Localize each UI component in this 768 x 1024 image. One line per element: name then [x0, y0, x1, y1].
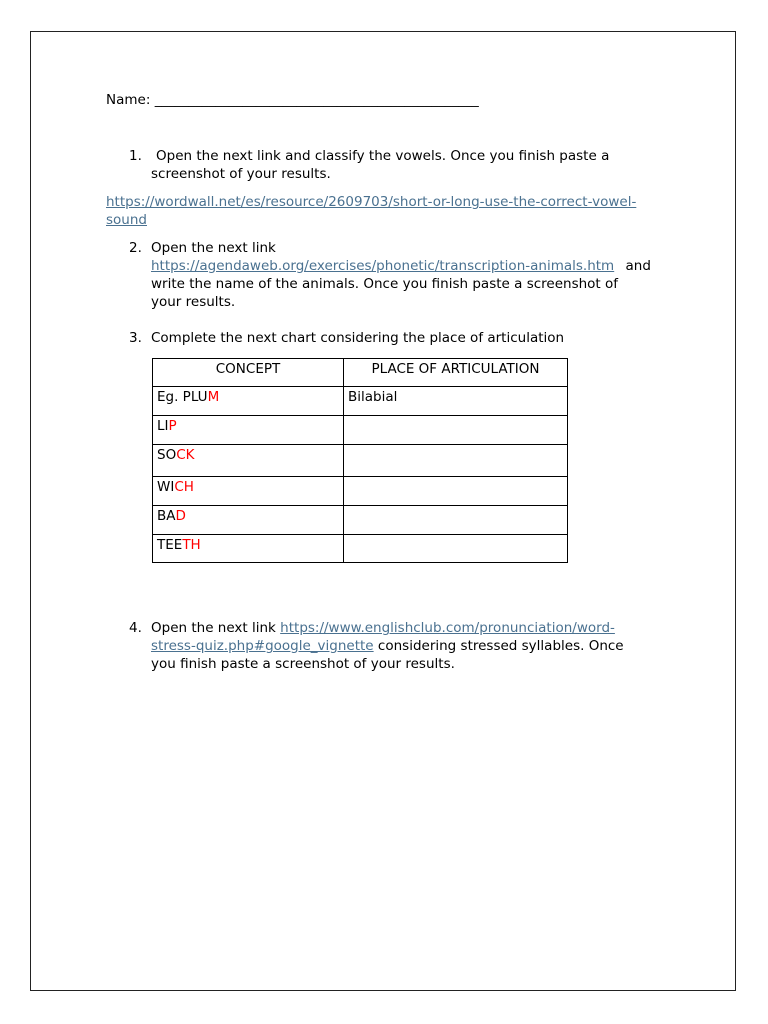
concept-highlight: D [175, 508, 186, 524]
concept-prefix: WI [157, 479, 175, 495]
place-cell[interactable] [344, 477, 568, 506]
item-3-line1: Complete the next chart considering the place of articulation [151, 330, 565, 346]
item-1-number: 1. [129, 148, 142, 164]
name-line [106, 91, 479, 109]
concept-prefix: LI [157, 418, 169, 434]
place-cell[interactable] [344, 445, 568, 477]
concept-prefix: SO [157, 447, 177, 463]
concept-cell [153, 416, 344, 445]
item-2-line3: write the name of the animals. Once you finish paste a screenshot of [151, 276, 619, 292]
concept-cell [153, 506, 344, 535]
concept-prefix: BA [157, 508, 176, 524]
table-row [153, 506, 568, 535]
chart-header-place: PLACE OF ARTICULATION [344, 359, 568, 387]
place-cell[interactable] [344, 506, 568, 535]
concept-highlight: M [207, 389, 220, 405]
concept-highlight: P [168, 418, 177, 434]
place-cell[interactable] [344, 535, 568, 563]
concept-highlight: CH [174, 479, 194, 495]
concept-highlight: TH [182, 537, 201, 553]
concept-cell [153, 387, 344, 416]
table-row [153, 535, 568, 563]
item-4-line1 [151, 619, 615, 637]
name-label: Name: [106, 92, 151, 108]
item-4-post-link: considering stressed syllables. Once [373, 638, 624, 654]
table-row [153, 387, 568, 416]
item-2-line4: your results. [151, 294, 236, 310]
item-1-line1: Open the next link and classify the vowels. Once you finish paste a [156, 148, 610, 164]
item-1-line2: screenshot of your results. [151, 166, 331, 182]
item-4-line3: you finish paste a screenshot of your results. [151, 656, 455, 672]
item-4-number: 4. [129, 620, 142, 636]
item-2-link[interactable]: https://agendaweb.org/exercises/phonetic/transcription-animals.htm [151, 258, 615, 274]
place-cell[interactable] [344, 416, 568, 445]
item-3-number: 3. [129, 330, 142, 346]
articulation-chart [152, 358, 568, 563]
table-row [153, 445, 568, 477]
chart-header-row [153, 359, 568, 387]
item-2-line1: Open the next link [151, 240, 276, 256]
concept-cell [153, 445, 344, 477]
concept-cell [153, 477, 344, 506]
item-4-link-line2[interactable]: stress-quiz.php#google_vignette [151, 638, 374, 654]
item-2-line2 [151, 257, 651, 275]
item-2-after-link: and [625, 258, 651, 274]
item-4-link-line1[interactable]: https://www.englishclub.com/pronunciation/word- [280, 620, 615, 636]
item-4-pre-link: Open the next link [151, 620, 281, 636]
concept-prefix: TEE [157, 537, 183, 553]
item-2-number: 2. [129, 240, 142, 256]
place-cell[interactable]: Bilabial [344, 387, 568, 416]
table-row [153, 477, 568, 506]
item-1-link-line2[interactable]: sound [106, 212, 147, 228]
table-row [153, 416, 568, 445]
chart-header-concept: CONCEPT [153, 359, 344, 387]
concept-prefix: Eg. PLU [157, 389, 208, 405]
item-4-line2 [151, 637, 624, 655]
concept-cell [153, 535, 344, 563]
concept-highlight: CK [176, 447, 195, 463]
item-1-link-line1[interactable]: https://wordwall.net/es/resource/2609703/short-or-long-use-the-correct-vowel- [106, 194, 637, 210]
name-blank: ________________________________________________ [154, 92, 479, 108]
